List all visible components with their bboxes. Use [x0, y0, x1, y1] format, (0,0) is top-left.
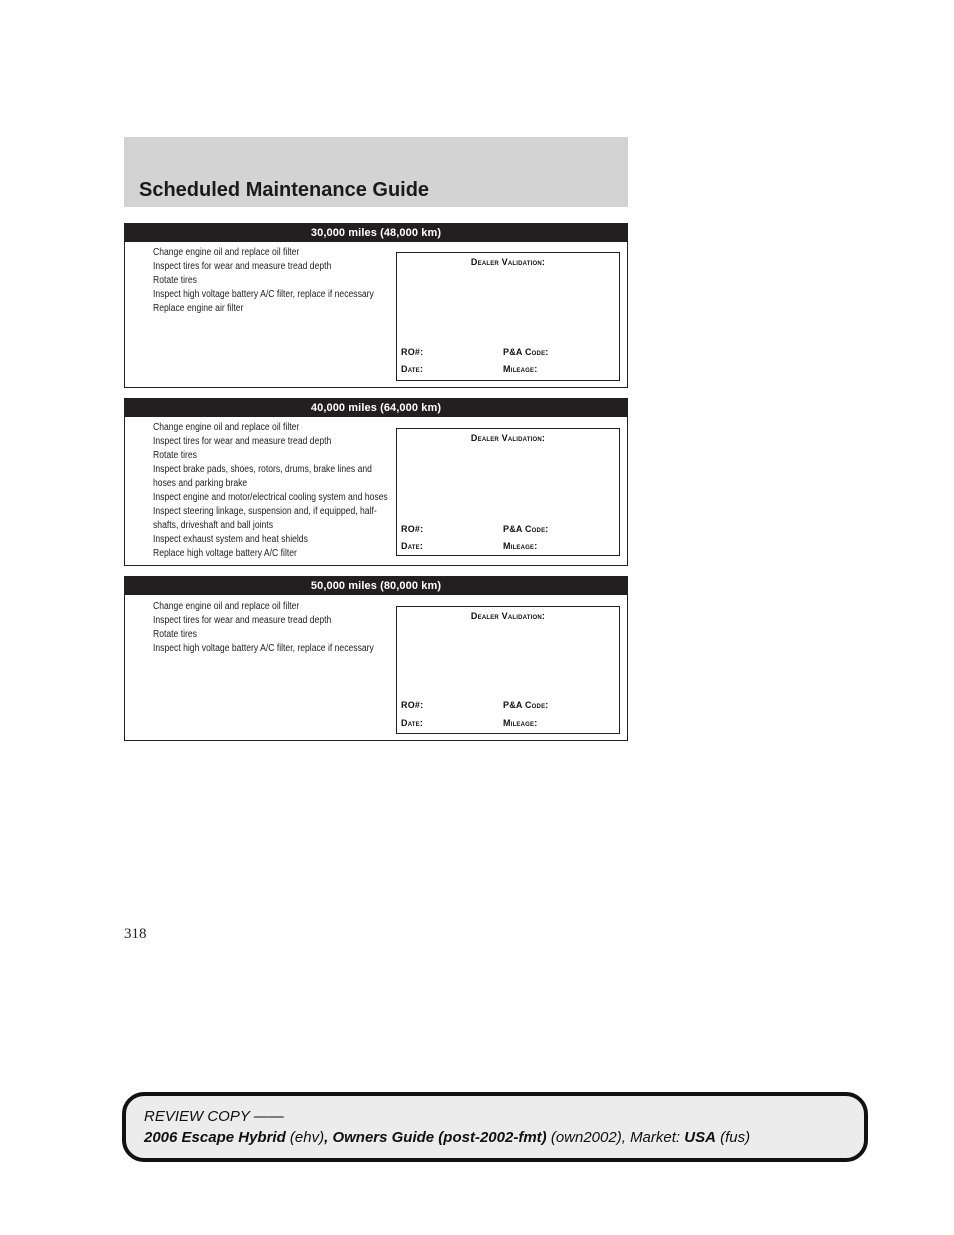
service-heading: 30,000 miles (48,000 km) [125, 224, 627, 242]
review-copy-banner [122, 1092, 868, 1162]
page-title: Scheduled Maintenance Guide [139, 179, 430, 201]
mileage-label: Mileage: [503, 364, 538, 374]
service-heading: 50,000 miles (80,000 km) [125, 577, 627, 595]
date-label: Date: [401, 541, 424, 551]
document-identifier: 2006 Escape Hybrid (ehv), Owners Guide (post-2002-fmt) (own2002), Market: USA (fus) [144, 1129, 751, 1146]
pa-code-label: P&A Code: [503, 524, 549, 534]
service-heading: 40,000 miles (64,000 km) [125, 399, 627, 417]
task-item: Inspect engine and motor/electrical cooling system and hoses [153, 492, 388, 503]
task-item: Change engine oil and replace oil filter [153, 601, 300, 612]
review-copy-label: REVIEW COPY —— [144, 1108, 284, 1125]
task-item: shafts, driveshaft and ball joints [153, 520, 273, 531]
task-item: Rotate tires [153, 629, 197, 640]
guide-code: (own2002) [550, 1129, 622, 1146]
service-block-40000 [124, 398, 628, 566]
service-block-50000 [124, 576, 628, 741]
date-label: Date: [401, 718, 424, 728]
mileage-label: Mileage: [503, 718, 538, 728]
task-item: Inspect tires for wear and measure tread depth [153, 615, 332, 626]
task-item: Inspect tires for wear and measure tread depth [153, 261, 332, 272]
task-item: Inspect high voltage battery A/C filter, replace if necessary [153, 289, 374, 300]
task-item: hoses and parking brake [153, 478, 248, 489]
task-list [153, 421, 389, 561]
task-item: Rotate tires [153, 450, 197, 461]
task-list [153, 600, 389, 656]
task-item: Change engine oil and replace oil filter [153, 247, 300, 258]
ro-label: RO#: [401, 524, 424, 534]
dealer-validation-box [396, 606, 620, 734]
task-item: Inspect steering linkage, suspension and, if equipped, half- [153, 506, 377, 517]
section-header-band [124, 137, 628, 207]
task-list [153, 246, 389, 316]
task-item: Inspect high voltage battery A/C filter, replace if necessary [153, 643, 374, 654]
task-item: Change engine oil and replace oil filter [153, 422, 300, 433]
market-name: USA [684, 1129, 716, 1146]
dealer-validation-label: Dealer Validation: [470, 257, 546, 267]
task-item: Inspect tires for wear and measure tread depth [153, 436, 332, 447]
ro-label: RO#: [401, 347, 424, 357]
market-label: Market: [630, 1129, 681, 1146]
pa-code-label: P&A Code: [503, 347, 549, 357]
task-item: Rotate tires [153, 275, 197, 286]
model-code: (ehv) [289, 1129, 325, 1146]
pa-code-label: P&A Code: [503, 700, 549, 710]
date-label: Date: [401, 364, 424, 374]
service-block-30000 [124, 223, 628, 388]
dealer-validation-box [396, 428, 620, 556]
task-item: Replace high voltage battery A/C filter [153, 548, 297, 559]
market-code: (fus) [720, 1129, 751, 1146]
dealer-validation-label: Dealer Validation: [470, 611, 546, 621]
task-item: Replace engine air filter [153, 303, 244, 314]
mileage-label: Mileage: [503, 541, 538, 551]
page-number: 318 [124, 926, 147, 942]
dealer-validation-label: Dealer Validation: [470, 433, 546, 443]
task-item: Inspect exhaust system and heat shields [153, 534, 308, 545]
guide-name: Owners Guide (post-2002-fmt) [332, 1129, 547, 1146]
model-name: 2006 Escape Hybrid [144, 1129, 286, 1146]
dealer-validation-box [396, 252, 620, 381]
task-item: Inspect brake pads, shoes, rotors, drums, brake lines and [153, 464, 372, 475]
ro-label: RO#: [401, 700, 424, 710]
